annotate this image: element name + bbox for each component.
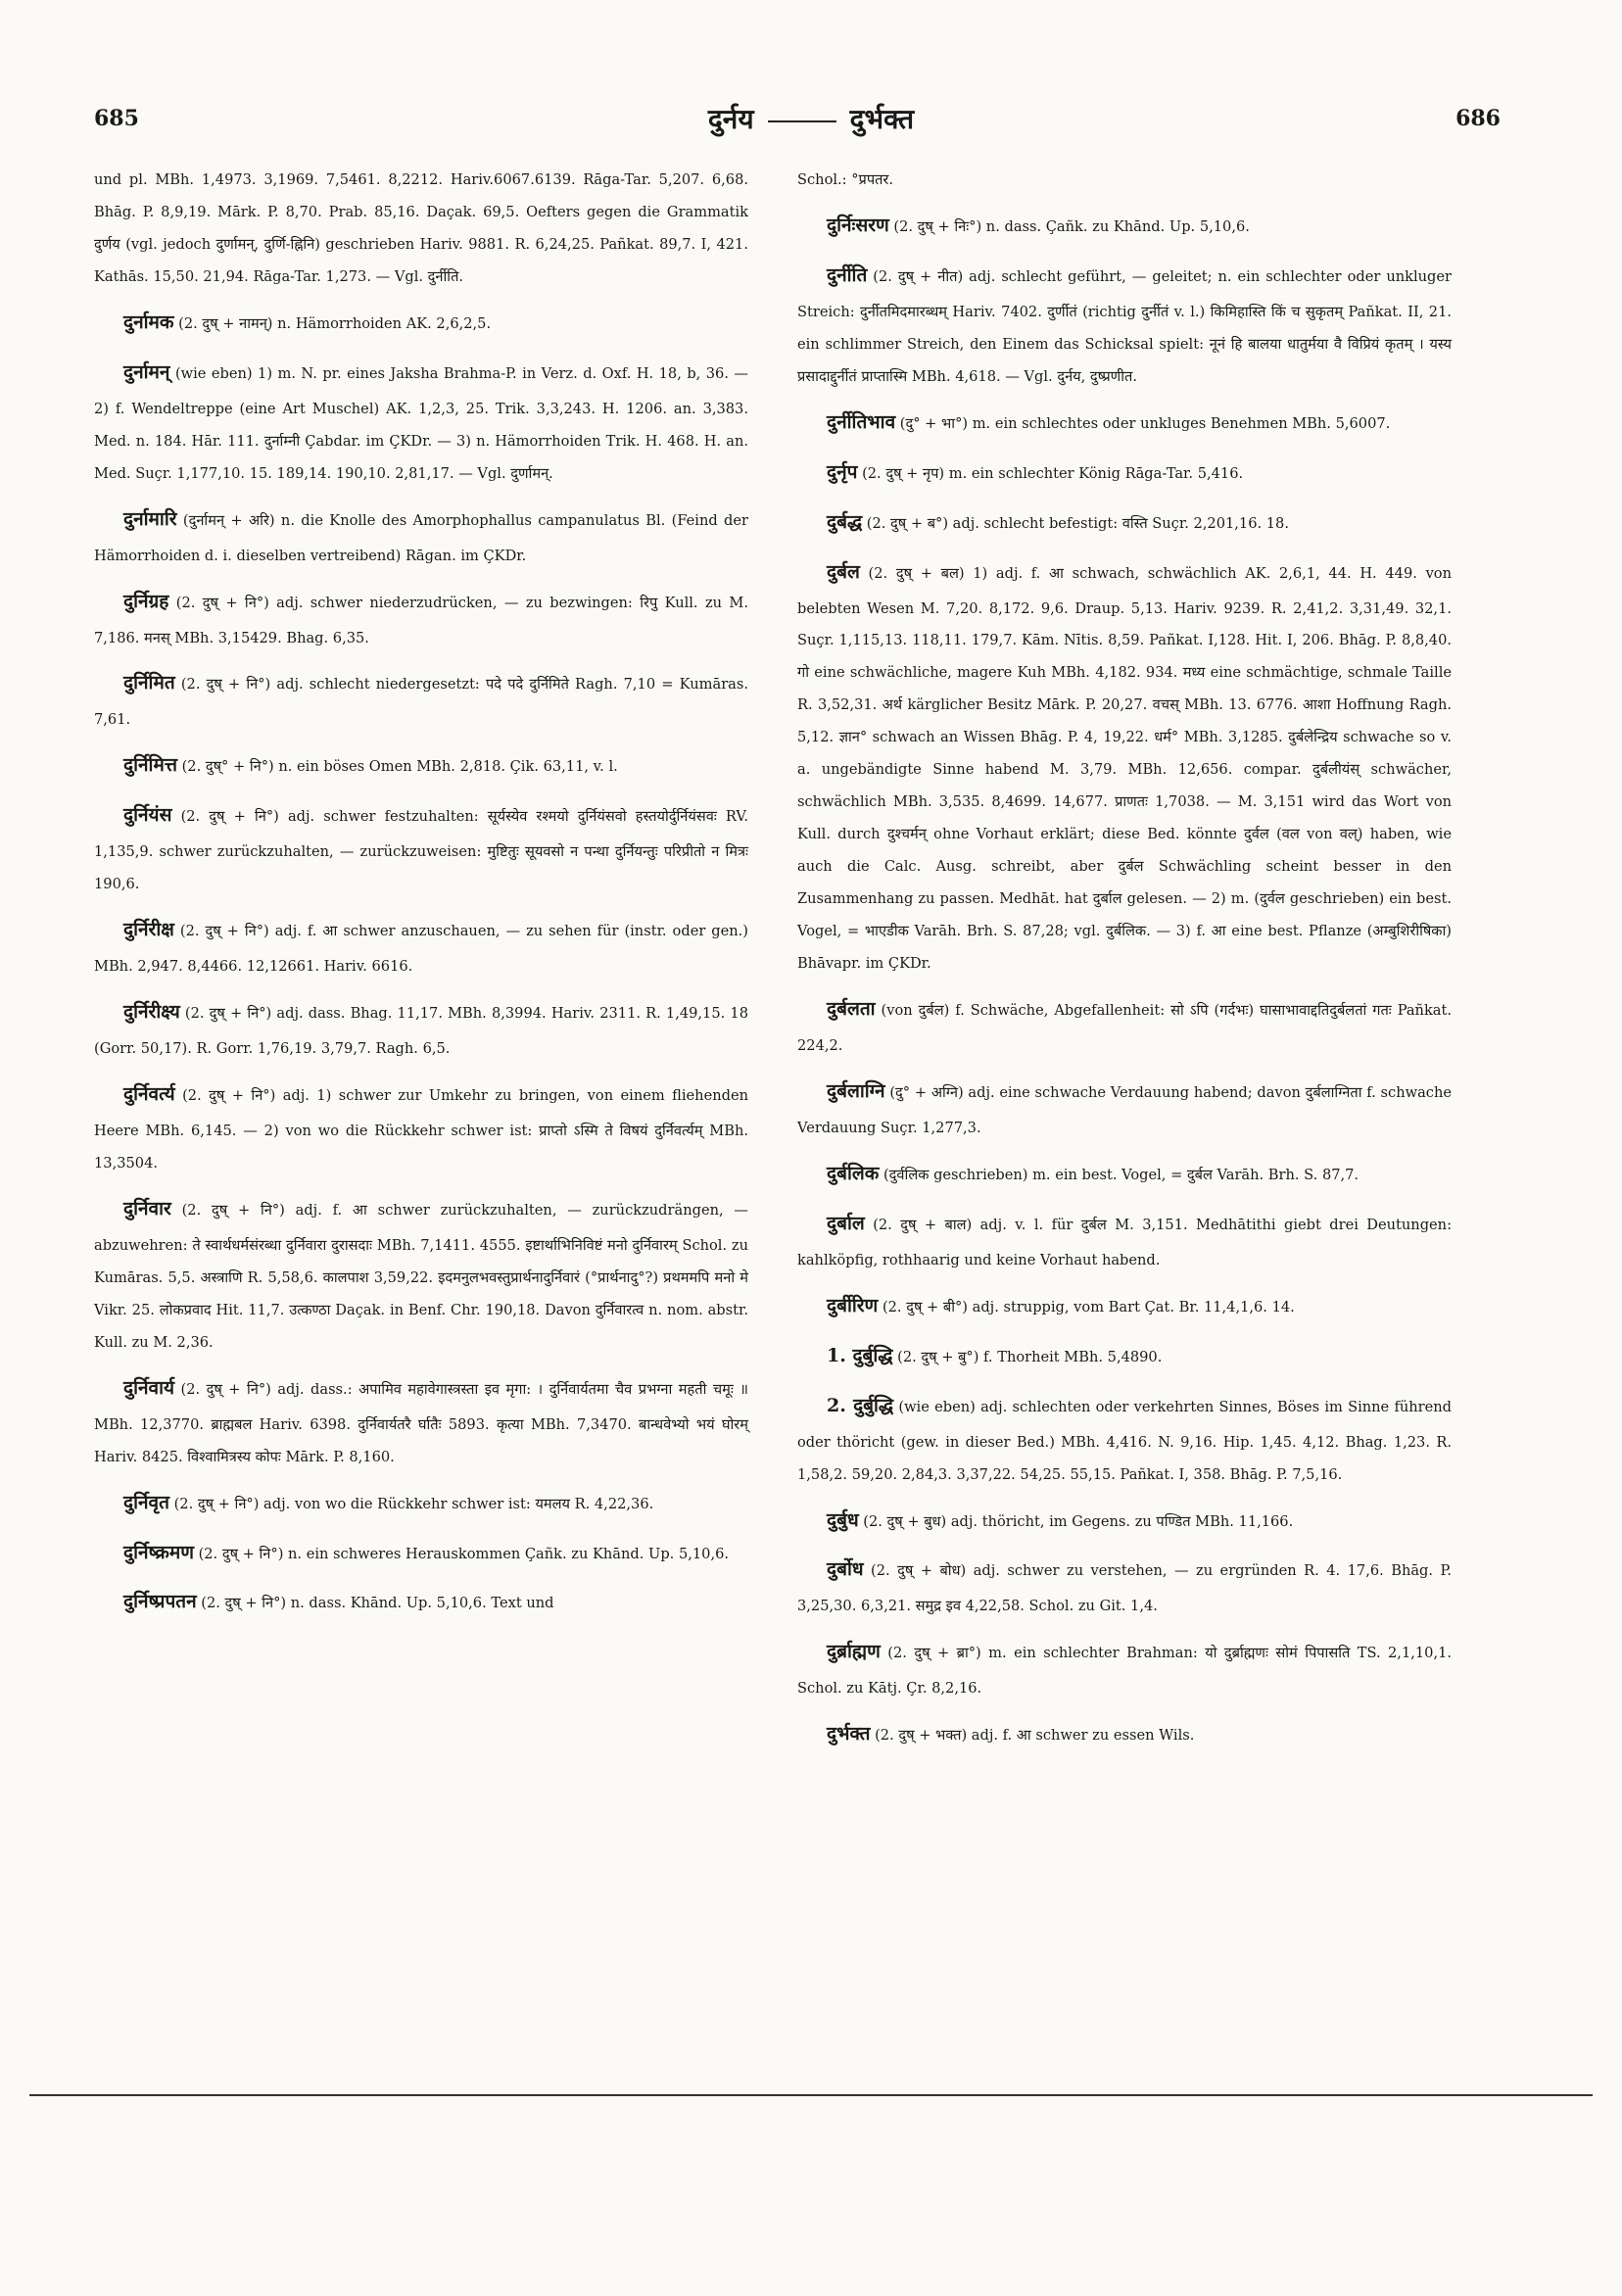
entry: [94, 991, 748, 1066]
entry-text: (दु° + भा°) m. ein schlechtes oder unkluges Benehmen MBh. 5,6007.: [899, 414, 1391, 432]
entry: [797, 1203, 1452, 1277]
entry-text: (von दुर्बल) f. Schwäche, Abgefallenheit: सो ऽपि (गर्दभः) घासाभावाद्दतिदुर्बलतां गतः Pañkat. 224,2.: [797, 1002, 1453, 1055]
entry-text: (2. दुष् + बु°) f. Thorheit MBh. 5,4890.: [897, 1348, 1163, 1365]
entry-text: (2. दुष् + बाल) adj. v. l. für दुर्बल M. 3,151. Medhātithi giebt drei Deutungen: kahlköpfig, rothhaarig und keine Vorhaut habend.: [797, 1216, 1453, 1268]
entry-text: (2. दुष् + बुध) adj. thöricht, im Gegens. zu पण्डित MBh. 11,166.: [863, 1512, 1294, 1530]
entry: [94, 909, 748, 983]
page-number-right: 686: [1455, 106, 1501, 131]
entry-text: (2. दुष् + भक्त) adj. f. आ schwer zu essen Wils.: [875, 1727, 1195, 1745]
entry-headword: दुर्ब्राह्मण: [827, 1641, 881, 1663]
entry-headword: दुर्बुध: [827, 1508, 859, 1531]
entry: [797, 1153, 1452, 1195]
entry: [797, 988, 1452, 1063]
entry-headword: दुर्नामन्: [123, 360, 170, 383]
entry-headword: दुर्नीति: [827, 263, 868, 286]
entry-headword: 2. दुर्बुद्धि: [827, 1394, 894, 1416]
entry-text: (2. दुष् + नि°) adj. schwer niederzudrücken, — zu bezwingen: रिपु Kull. zu M. 7,186. मनस् MBh. 3,15429. Bhag. 6,35.: [94, 594, 748, 646]
entry-text: (2. दुष् + नीत) adj. schlecht geführt, — geleitet; n. ein schlechter oder unkluger Streich: दुर्नीतमिदमारब्धम् Hariv. 7402. दुर्णीतं (richtig दुर्नीतं v. l.) किमिहास्ति किं च सुकृतम् Pañkat. II, 21. ein schlimmer Streich, den Einem das Schicksal spielt: नूनं हि बालया धातुर्मया वै विप्रियं कृतम् । यस्य प्रसादाद्दुर्नीतं प्राप्तास्मि MBh. 4,618. — Vgl. दुर्नय, दुष्प्रणीत.: [797, 267, 1453, 385]
entry: [797, 1385, 1452, 1492]
entry-text: (wie eben) adj. schlechten oder verkehrten Sinnes, Böses im Sinne führend oder thöricht (gew. in dieser Bed.) MBh. 4,416. N. 9,16. Hip. 1,45. 4,12. Bhag. 1,23. R. 1,58,2. 59,20. 2,84,3. 3,37,22. 54,25. 55,15. Pañkat. I, 358. Bhāg. P. 7,5,16.: [797, 1398, 1453, 1483]
entry-text: (2. दुष् + ब्रा°) m. ein schlechter Brahman: यो दुर्ब्राह्मणः सोमं पिपासति TS. 2,1,10,1. Schol. zu Kātj. Çr. 8,2,16.: [797, 1645, 1453, 1698]
entry-text: (2. दुष् + नि°) adj. f. आ schwer zurückzuhalten, — zurückzudrängen, — abzuwehren: ते स्वार्थधर्मसंरब्धा दुर्निवारा दुरासदाः MBh. 7,1411. 4555. इष्टार्थाभिनिविष्टं मनो दुर्निवारम् Schol. zu Kumāras. 5,5. अस्त्राणि R. 5,58,6. कालपाश 3,59,22. इदमनुलभवस्तुप्रार्थनादुर्निवारं (°प्रार्थनादु°?) प्रथममपि मनो मे Vikr. 25. लोकप्रवाद Hit. 11,7. उत्कण्ठा Daçak. in Benf. Chr. 190,18. Davon दुर्निवारत्व n. nom. abstr. Kull. zu M. 2,36.: [94, 1201, 748, 1351]
left-column: [94, 165, 748, 1631]
entry-text: (2. दुष्° + नि°) n. ein böses Omen MBh. 2,818. Çik. 63,11, v. l.: [181, 758, 618, 776]
entry-text: (2. दुष् + नि°) n. ein schweres Herauskommen Çañk. zu Khānd. Up. 5,10,6.: [198, 1545, 730, 1562]
entry: [797, 402, 1452, 444]
entry: [94, 744, 748, 787]
entry: [797, 1071, 1452, 1145]
running-head-start: दुर्नय: [707, 103, 754, 135]
entry-text: (2. दुष् + नि°) adj. dass. Bhag. 11,17. MBh. 8,3994. Hariv. 2311. R. 1,49,15. 18 (Gorr. 50,17). R. Gorr. 1,76,19. 3,79,7. Ragh. 6,5.: [94, 1005, 748, 1058]
entry-headword: 1. दुर्बुद्धि: [827, 1344, 893, 1366]
entry: [797, 1549, 1452, 1623]
entry-headword: दुर्निवार: [123, 1197, 171, 1220]
entry-text: und pl. MBh. 1,4973. 3,1969. 7,5461. 8,2212. Hariv.6067.6139. Rāga-Tar. 5,207. 6,68. Bhāg. P. 8,9,19. Mārk. P. 8,70. Prab. 85,16. Daçak. 69,5. Oefters gegen die Grammatik दुर्णय (vgl. jedoch दुर्णामन्, दुर्णि-ह्निनि) geschrieben Hariv. 9881. R. 6,24,25. Pañkat. 89,7. I, 421. Kathās. 15,50. 21,94. Rāga-Tar. 1,273. — Vgl. दुर्नीति.: [94, 171, 748, 285]
entry-headword: दुर्बोध: [827, 1558, 864, 1581]
entry-headword: दुर्निवर्त्य: [123, 1083, 175, 1105]
entry: [797, 255, 1452, 394]
entry: [797, 1285, 1452, 1327]
entry-headword: दुर्बलाग्नि: [827, 1080, 885, 1103]
page-number-left: 685: [94, 106, 139, 131]
entry: [797, 1713, 1452, 1755]
entry-headword: दुर्नृप: [827, 460, 858, 483]
entry-headword: दुर्बाल: [827, 1212, 865, 1234]
entry: [94, 581, 748, 655]
entry: [94, 499, 748, 573]
entry-headword: दुर्बलिक: [827, 1162, 880, 1184]
entry-text: (2. दुष् + नि°) n. dass. Khānd. Up. 5,10,6. Text und: [201, 1595, 554, 1612]
entry-text: (दुर्नामन् + अरि) n. die Knolle des Amorphophallus campanulatus Bl. (Feind der Hämorrhoiden d. i. dieselben vertreibend) Rāgan. im ÇKDr.: [94, 511, 749, 564]
entry: [797, 1631, 1452, 1705]
entry-headword: दुर्निःसरण: [827, 214, 889, 236]
entry-text: (दुर्वलिक geschrieben) m. ein best. Vogel, = दुर्बल Varāh. Brh. S. 87,7.: [883, 1166, 1360, 1183]
entry: [94, 1074, 748, 1180]
entry: [94, 1581, 748, 1623]
entry-headword: दुर्बीरिण: [827, 1294, 879, 1316]
entry: [797, 165, 1452, 197]
entry-text: (दु° + अग्नि) adj. eine schwache Verdauung habend; davon दुर्बलाग्निता f. schwache Verdauung Suçr. 1,277,3.: [797, 1084, 1453, 1136]
entry-headword: दुर्निग्रह: [123, 590, 169, 612]
entry: [797, 205, 1452, 247]
entry: [94, 1188, 748, 1360]
entry-text: (2. दुष् + नि°) adj. von wo die Rückkehr schwer ist: यमलय R. 4,22,36.: [173, 1495, 654, 1512]
entry: [94, 352, 748, 491]
entry-headword: दुर्निरीक्ष्य: [123, 1001, 180, 1024]
entry-headword: दुर्निवृत: [123, 1491, 169, 1513]
entry: [797, 551, 1452, 981]
entry-text: (2. दुष् + नृप) m. ein schlechter König Rāga-Tar. 5,416.: [862, 464, 1244, 482]
entry-headword: दुर्बल: [827, 560, 860, 583]
entry-text: (wie eben) 1) m. N. pr. eines Jaksha Brahma-P. in Verz. d. Oxf. H. 18, b, 36. — 2) f. Wendeltreppe (eine Art Muschel) AK. 1,2,3, 25. Trik. 3,3,243. H. 1206. an. 3,383. Med. n. 184. Hār. 111. दुर्नाम्नी Çabdar. im ÇKDr. — 3) n. Hämorrhoiden Trik. H. 468. H. an. Med. Suçr. 1,177,10. 15. 189,14. 190,10. 2,81,17. — Vgl. दुर्णामन्.: [94, 364, 749, 482]
entry-text: (2. दुष् + नि°) adj. schwer festzuhalten: सूर्यस्येव रश्मयो दुर्नियंसवो हस्तयोर्दुर्नियंसवः RV. 1,135,9. schwer zurückzuhalten, — zurückzuweisen: मुष्टितुः सूयवसो न पन्था दुर्नियन्तुः परिप्रीतो न मित्रः 190,6.: [94, 808, 748, 893]
entry-text: (2. दुष् + बोध) adj. schwer zu verstehen, — zu ergründen R. 4. 17,6. Bhāg. P. 3,25,30. 6,3,21. समुद्र इव 4,22,58. Schol. zu Git. 1,4.: [797, 1562, 1452, 1615]
entry-headword: दुर्निवार्य: [123, 1376, 175, 1399]
entry-text: (2. दुष् + नि°) adj. schlecht niedergesetzt: पदे पदे दुर्निमिते Ragh. 7,10 = Kumāras. 7,61.: [94, 676, 749, 729]
entry: [797, 1500, 1452, 1542]
entry-text: (2. दुष् + नि°) adj. 1) schwer zur Umkehr zu bringen, von einem fliehenden Heere MBh. 6,145. — 2) von wo die Rückkehr schwer ist: प्राप्तो ऽस्मि ते विषयं दुर्निवर्त्यम् MBh. 13,3504.: [94, 1087, 748, 1172]
entry-text: (2. दुष् + नि°) adj. dass.: अपामिव महावेगास्त्रस्ता इव मृगा: । दुर्निवार्यतमा चैव प्रभग्ना महती चमूः ॥ MBh. 12,3770. ब्राह्मबल Hariv. 6398. दुर्निवार्यतरै र्घातैः 5893. कृत्या MBh. 7,3470. बान्धवेभ्यो भयं घोरम् Hariv. 8425. विश्वामित्रस्य कोपः Mārk. P. 8,160.: [94, 1380, 748, 1465]
right-column: [797, 165, 1452, 1763]
entry-text: Schol.: °प्रपतर.: [797, 171, 894, 188]
entry-headword: दुर्बद्ध: [827, 510, 863, 533]
entry-text: (2. दुष् + निः°) n. dass. Çañk. zu Khānd. Up. 5,10,6.: [893, 217, 1250, 235]
entry: [94, 1482, 748, 1524]
entry-headword: दुर्नामक: [123, 311, 174, 333]
entry: [94, 794, 748, 901]
entry: [94, 1367, 748, 1474]
running-head: [0, 100, 1622, 137]
running-head-end: दुर्भक्त: [849, 103, 915, 135]
entry-text: (2. दुष् + ब°) adj. schlecht befestigt: वस्ति Suçr. 2,201,16. 18.: [866, 514, 1289, 532]
entry-headword: दुर्निष्प्रपतन: [123, 1591, 197, 1613]
entry-headword: दुर्नामारि: [123, 507, 177, 530]
entry: [94, 1532, 748, 1574]
entry: [94, 165, 748, 294]
entry: [797, 452, 1452, 494]
entry: [94, 302, 748, 344]
running-head-dash: [768, 120, 836, 122]
entry-headword: दुर्निष्क्रमण: [123, 1541, 194, 1563]
entry: [94, 662, 748, 737]
entry: [797, 1335, 1452, 1377]
entry-headword: दुर्नियंस: [123, 804, 172, 827]
entry-text: (2. दुष् + बल) 1) adj. f. आ schwach, schwächlich AK. 2,6,1, 44. H. 449. von belebten Wesen M. 7,20. 8,172. 9,6. Draup. 5,13. Hariv. 9239. R. 2,41,2. 3,31,49. 32,1. Suçr. 1,115,13. 118,11. 179,7. Kām. Nītis. 8,59. Pañkat. I,128. Hit. I, 206. Bhāg. P. 8,8,40. गो eine schwächliche, magere Kuh MBh. 4,182. 934. मध्य eine schmächtige, schmale Taille R. 3,52,31. अर्थ kärglicher Besitz Mārk. P. 20,27. वचस् MBh. 13. 6776. आशा Hoffnung Ragh. 5,12. ज्ञान° schwach an Wissen Bhāg. P. 4, 19,22. धर्म° MBh. 3,1285. दुर्बलेन्द्रिय schwache so v. a. ungebändigte Sinne habend M. 3,79. MBh. 12,656. compar. दुर्बलीयंस् schwächer, schwächlich MBh. 3,535. 8,4699. 14,677. प्राणतः 1,7038. — M. 3,151 wird das Wort von Kull. durch दुश्चर्मन् ohne Vorhaut erklärt; diese Bed. könnte दुर्वल (वल von वल्) haben, wie auch die Calc. Ausg. schreibt, aber दुर्बल Schwächling scheint besser in den Zusammenhang zu passen. Medhāt. hat दुर्बाल gelesen. — 2) m. (दुर्वल geschrieben) ein best. Vogel, = भाएडीक Varāh. Brh. S. 87,28; vgl. दुर्बलिक. — 3) f. आ eine best. Pflanze (अम्बुशिरीषिका) Bhāvapr. im ÇKDr.: [797, 564, 1452, 973]
entry-text: (2. दुष् + नामन्) n. Hämorrhoiden AK. 2,6,2,5.: [178, 314, 492, 332]
footer-rule: [29, 2094, 1593, 2096]
entry: [797, 502, 1452, 544]
entry-headword: दुर्बलता: [827, 998, 876, 1021]
entry-headword: दुर्नीतिभाव: [827, 410, 896, 433]
entry-headword: दुर्भक्त: [827, 1723, 871, 1746]
entry-headword: दुर्निमित्त: [123, 754, 177, 777]
entry-headword: दुर्निरीक्ष: [123, 919, 174, 941]
entry-text: (2. दुष् + बी°) adj. struppig, vom Bart Çat. Br. 11,4,1,6. 14.: [882, 1298, 1295, 1315]
entry-text: (2. दुष् + नि°) adj. f. आ schwer anzuschauen, — zu sehen für (instr. oder gen.) MBh. 2,947. 8,4466. 12,12661. Hariv. 6616.: [94, 923, 748, 976]
entry-headword: दुर्निमित: [123, 672, 175, 694]
